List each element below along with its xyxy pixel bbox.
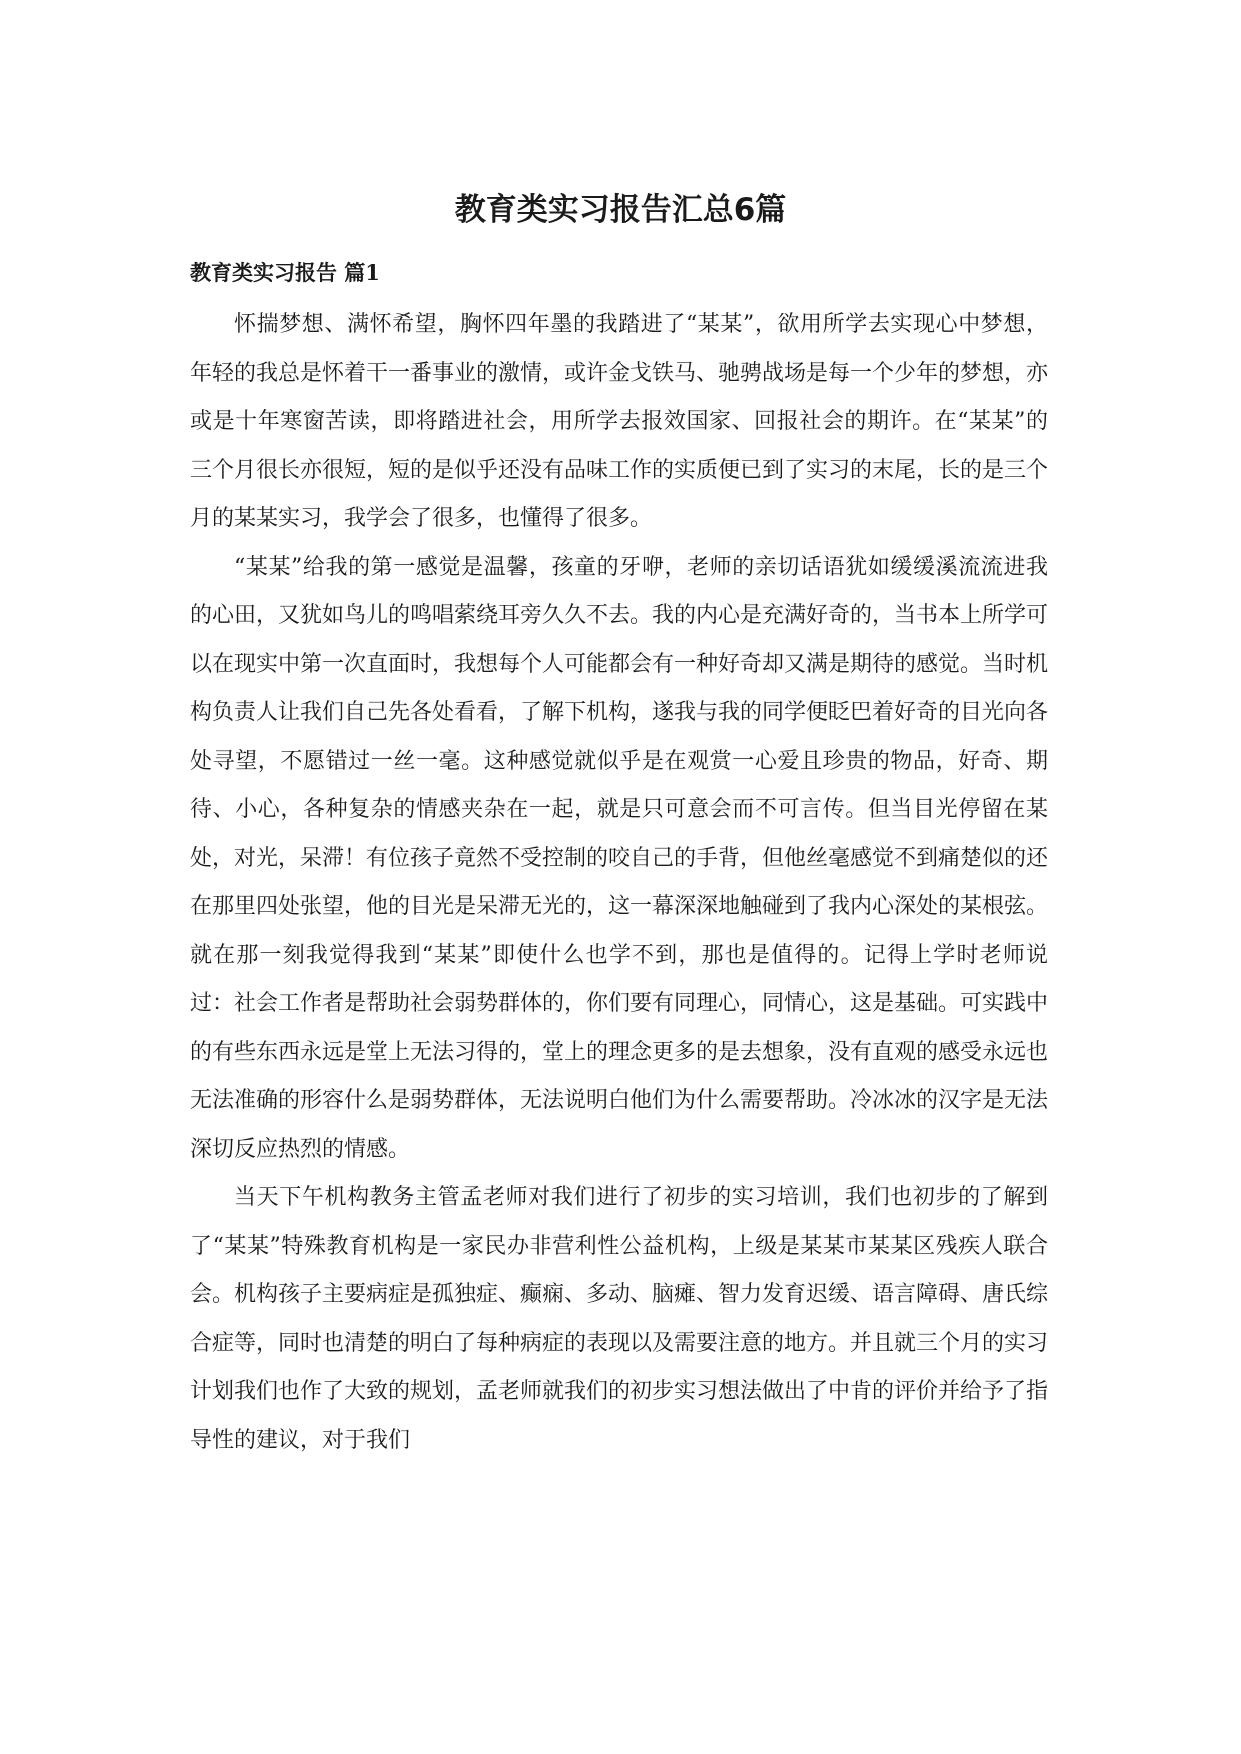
section-heading: 教育类实习报告 篇1 — [190, 260, 380, 285]
paragraph: 当天下午机构教务主管孟老师对我们进行了初步的实习培训，我们也初步的了解到了“某某”特殊教育机构是一家民办非营利性公益机构，上级是某某市某某区残疾人联合会。机构孩子主要病症是孤独症、癫痫、多动、脑瘫、智力发育迟缓、语言障碍、唐氏综合症等，同时也清楚的明白了每种病症的表现以及需要注意的地方。并且就三个月的实习计划我们也作了大致的规划，孟老师就我们的初步实习想法做出了中肯的评价并给予了指导性的建议，对于我们 — [190, 1185, 1049, 1453]
paragraph: 怀揣梦想、满怀希望，胸怀四年墨的我踏进了“某某”，欲用所学去实现心中梦想，年轻的我总是怀着干一番事业的激情，或许金戈铁马、驰骋战场是每一个少年的梦想，亦或是十年寒窗苦读，即将踏进社会，用所学去报效国家、回报社会的期许。在“某某”的三个月很长亦很短，短的是似乎还没有品味工作的实质便已到了实习的末尾，长的是三个月的某某实习，我学会了很多，也懂得了很多。 — [190, 312, 1049, 531]
document-title: 教育类实习报告汇总6篇 — [454, 192, 787, 228]
paragraph: “某某”给我的第一感觉是温馨，孩童的牙咿，老师的亲切话语犹如缓缓溪流流进我的心田，又犹如鸟儿的鸣唱萦绕耳旁久久不去。我的内心是充满好奇的，当书本上所学可以在现实中第一次直面时，我想每个人可能都会有一种好奇却又满是期待的感觉。当时机构负责人让我们自己先各处看看，了解下机构，遂我与我的同学便眨巴着好奇的目光向各处寻望，不愿错过一丝一毫。这种感觉就似乎是在观赏一心爱且珍贵的物品，好奇、期待、小心，各种复杂的情感夹杂在一起，就是只可意会而不可言传。但当目光停留在某处，对光，呆滞！有位孩子竟然不受控制的咬自己的手背，但他丝毫感觉不到痛楚似的还在那里四处张望，他的目光是呆滞无光的，这一幕深深地触碰到了我内心深处的某根弦。就在那一刻我觉得我到“某某”即使什么也学不到，那也是值得的。记得上学时老师说过：社会工作者是帮助社会弱势群体的，你们要有同理心，同情心，这是基础。可实践中的有些东西永远是堂上无法习得的，堂上的理念更多的是去想象，没有直观的感受永远也无法准确的形容什么是弱势群体，无法说明白他们为什么需要帮助。冷冰冰的汉字是无法深切反应热烈的情感。 — [190, 554, 1049, 1162]
body-text — [190, 301, 1048, 1465]
